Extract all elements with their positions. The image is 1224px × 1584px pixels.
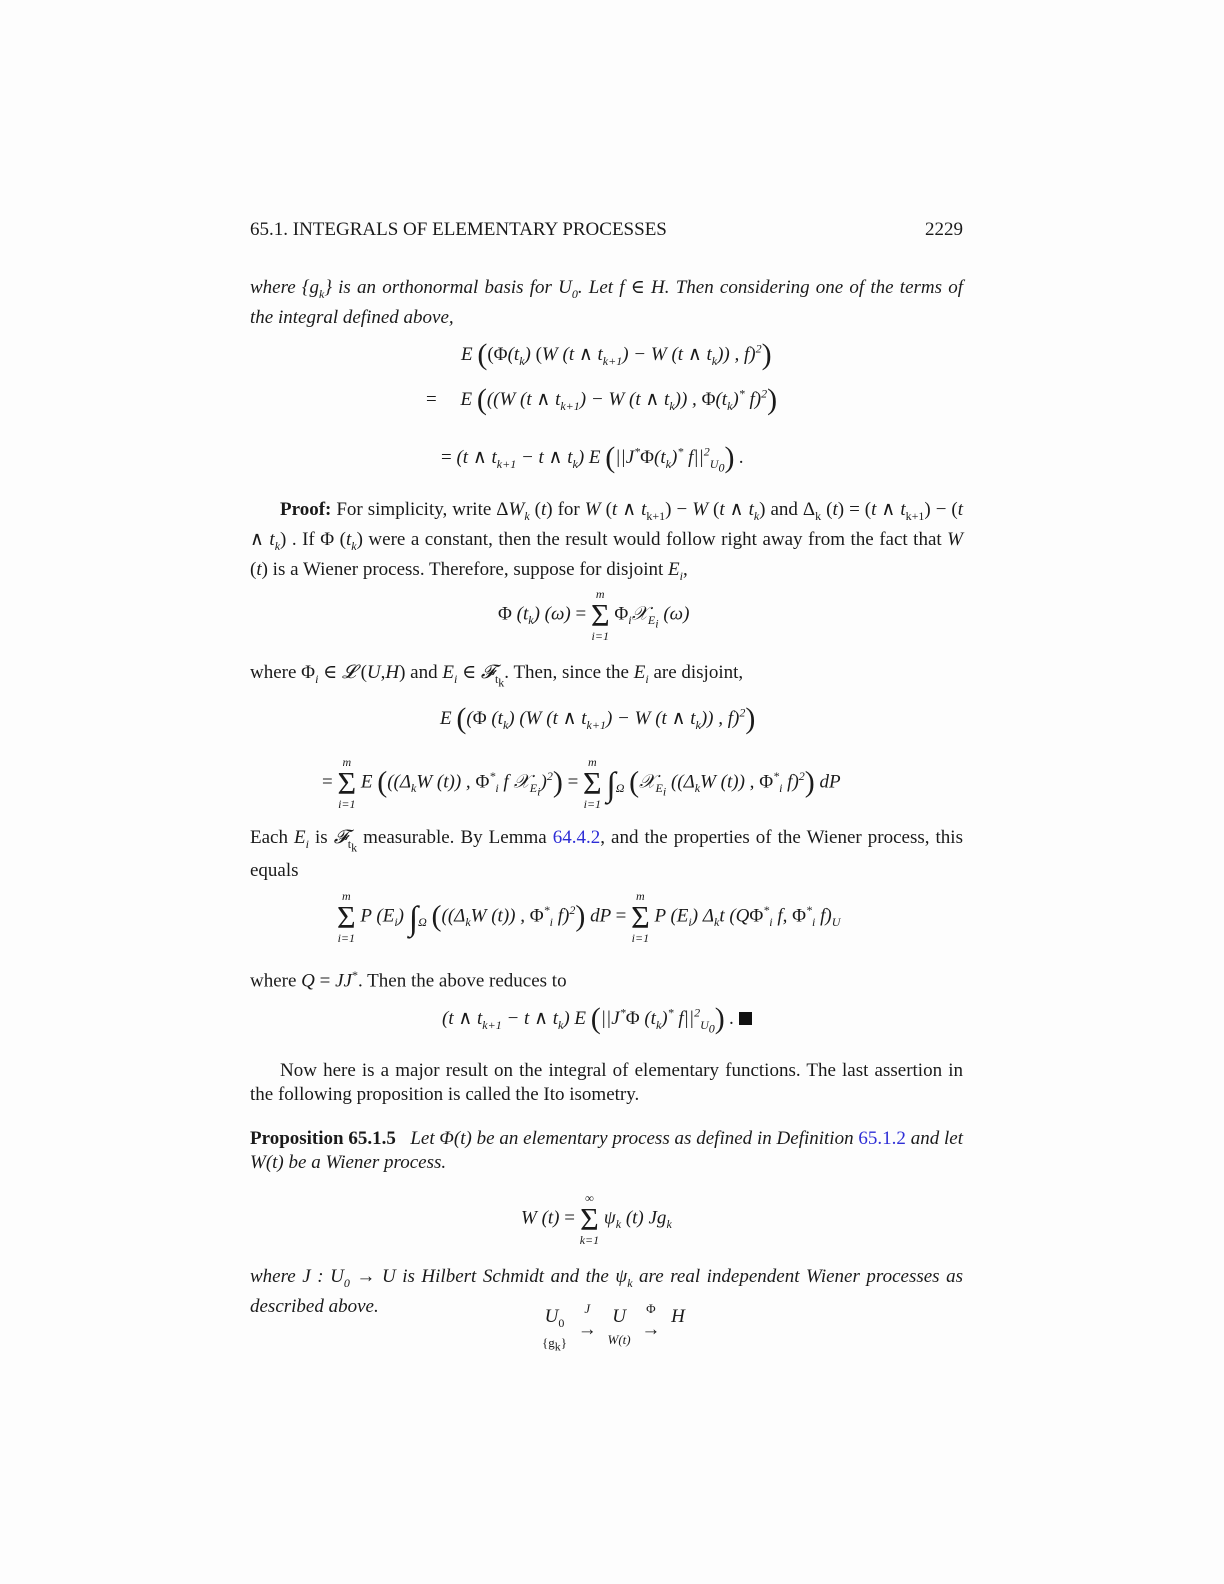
diagram-basis-label: {g — [542, 1334, 555, 1350]
equation-phi-decomposition: Φ $(t_k) (\omega)$ = m Σ i=1 $\Phi_i𝒳_{E_i}$ (ω) — [498, 587, 690, 643]
equation-reduced: (t ∧ $t_{k+1} - t$ ∧ $t_k$) E (||J*Φ $(t_k)^*$ $f||^2_{U_0}$) . — [442, 1004, 752, 1036]
mapping-diagram: $U_0$ $\{g_k\}$ J → U W(t) Φ → H — [542, 1301, 685, 1354]
diagram-j-label: J — [584, 1301, 591, 1316]
proof-paragraph: Proof: For simplicity, write $\Delta W_k$ (t) for W (t ∧ $t_{k+1}) - W$ (t ∧ $t_k$) and $\Delta_k$ (t) = (t ∧ $t_{k+1}) - (t$ ∧ $t_k$) . If Φ $(t_k)$ were a constant, then the result would follow right away from the fact that W (t) is a Wiener process. Therefore, suppose for disjoint $E_i$, — [250, 499, 964, 583]
equation-probability-sum: m Σ i=1 P $(E_i)$ $\int_\Omega$ ((($\Delta_kW$ (t)) , $\Phi^*_i$ f)$^2$) dP = m Σ i=1 P $(E_i)$ $\Delta_kt$ ($Q\Phi^*_i$ f, $\Phi^*_i$ $f)_U$ — [337, 889, 841, 945]
equation-expectation: E ((Φ $(t_k)$ (W (t ∧ $t_{k+1}) - W$ (t ∧ $t_k$)) , f)$^2$) — [440, 702, 756, 735]
page-number: 2229 — [925, 219, 963, 240]
diagram-wt-label: W(t) — [607, 1332, 631, 1347]
definition-link[interactable]: 65.1.2 — [858, 1128, 906, 1149]
proof-label: Proof: — [280, 499, 332, 520]
diagram-phi-label: Φ — [646, 1301, 656, 1316]
equation-line-1: E (($\Phi(t_k)$ (W (t ∧ $t_{k+1}) - W$ (t ∧ $t_k$)) , f)$^2$) — [461, 338, 772, 371]
now-paragraph: Now here is a major result on the integral of elementary functions. The last assertion in the following proposition is called the Ito isometry. — [250, 1060, 963, 1105]
diagram-u0: U — [544, 1306, 559, 1327]
equation-wiener-series: W (t) = ∞ Σ k=1 $\psi_k$ (t) $Jg_k$ — [521, 1191, 672, 1247]
proposition-paragraph — [250, 1127, 963, 1175]
where-j-paragraph: where J : $U_0 \to U$ is Hilbert Schmidt and the $\psi_k$ are real independent Wiener processes as described above. — [250, 1266, 964, 1317]
section-title: 65.1. INTEGRALS OF ELEMENTARY PROCESSES — [250, 219, 667, 240]
where-q-paragraph: where Q = JJ*. Then the above reduces to — [250, 968, 567, 992]
diagram-h: H — [671, 1306, 685, 1327]
equation-line-2: = E (((W (t ∧ $t_{k+1}) - W$ (t ∧ $t_k$)) , $\Phi(t_k)^*$ f)$^2$) — [426, 383, 778, 416]
proposition-text-end: and let W(t) be a Wiener process. — [250, 1128, 964, 1173]
proposition-text-start: Let Φ(t) be an elementary process as defined in Definition — [410, 1128, 854, 1149]
equation-sum-integral: = m Σ i=1 E ((($\Delta_kW$ (t)) , $\Phi^*_i$ f 𝒳$_{E_i}$)$^2$) = m Σ i=1 $\int_\Omega$ (𝒳$_{E_i}$ (($\Delta_kW$ (t)) , $\Phi^*_i$ f)$^2$) dP — [322, 755, 841, 811]
diagram-u: U — [612, 1306, 626, 1327]
lemma-paragraph: Each $E_i$ is 𝓕$_{t_k}$ measurable. By Lemma 64.4.2, and the properties of the Wiener process, this equals — [250, 827, 963, 882]
equation-line-3: = (t ∧ $t_{k+1} - t$ ∧ $t_k$) E ($||J^*\Phi(t_k)^*$ $f||^2_{U_0}$) . — [441, 441, 744, 475]
qed-square-icon — [739, 1012, 752, 1025]
proposition-label: Proposition 65.1.5 — [250, 1128, 396, 1149]
running-header — [250, 219, 963, 241]
lemma-link[interactable]: 64.4.2 — [552, 827, 601, 848]
intro-paragraph: where $\{g_k\}$ is an orthonormal basis for $U_0$. Let f ∈ H. Then considering one of the terms of the integral defined above, — [250, 277, 964, 328]
disjoint-paragraph: where $\Phi_i$ ∈ 𝓛 (U,H) and $E_i$ ∈ 𝓕$_{t_k}$. Then, since the $E_i$ are disjoint, — [250, 662, 744, 690]
